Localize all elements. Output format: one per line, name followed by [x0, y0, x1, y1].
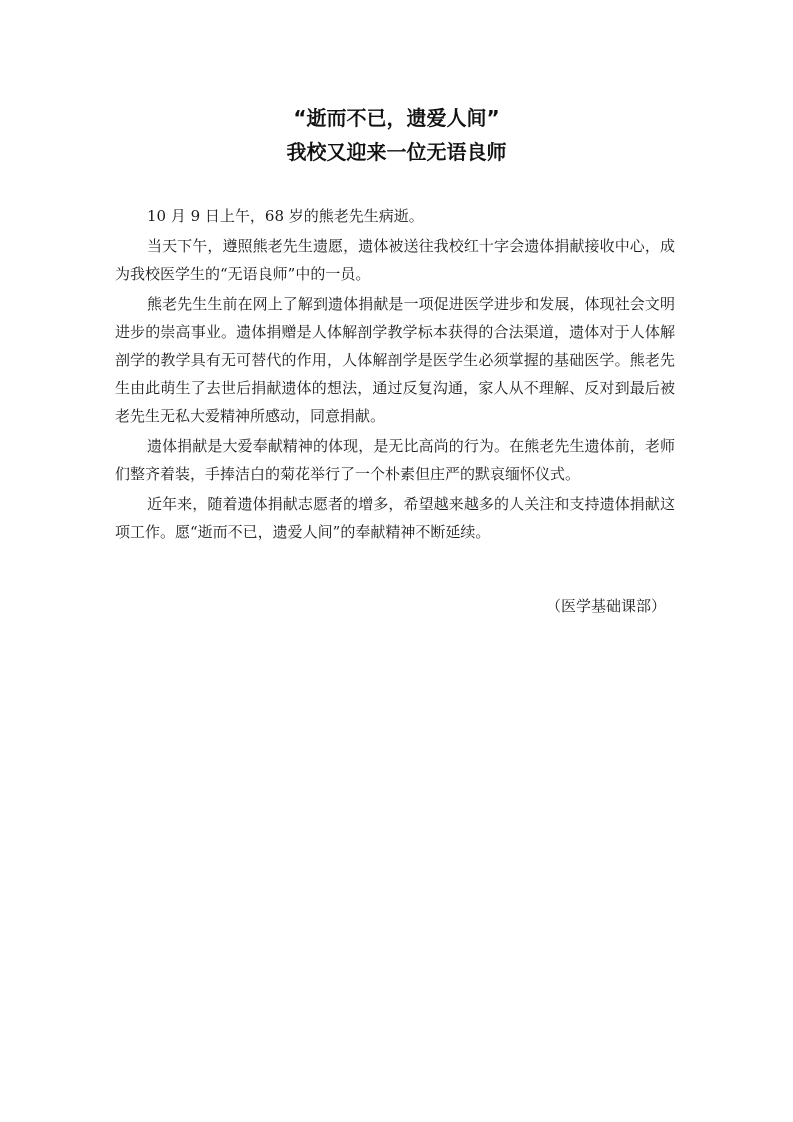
paragraph-ceremony: 遗体捐献是大爱奉献精神的体现，是无比高尚的行为。在熊老先生遗体前，老师们整齐着装，手捧洁白的菊花举行了一个朴素但庄严的默哀缅怀仪式。: [115, 437, 675, 483]
document-title: “逝而不已，遗爱人间”: [293, 106, 500, 130]
document-body: [115, 202, 675, 548]
paragraph-background: 熊老先生生前在网上了解到遗体捐献是一项促进医学进步和发展，体现社会文明进步的崇高事业。遗体捐赠是人体解剖学教学标本获得的合法渠道，遗体对于人体解剖学的教学具有无可替代的作用，人体解剖学是医学生必须掌握的基础医学。熊老先生由此萌生了去世后捐献遗体的想法，通过反复沟通，家人从不理解、反对到最后被老先生无私大爱精神所感动，同意捐献。: [115, 295, 675, 425]
paragraph-date: 10 月 9 日上午，68 岁的熊老先生病逝。: [147, 207, 424, 225]
paragraph-outlook: 近年来，随着遗体捐献志愿者的增多，希望越来越多的人关注和支持遗体捐献这项工作。愿“逝而不已，遗爱人间”的奉献精神不断延续。: [115, 495, 675, 541]
department-signature: （医学基础课部）: [545, 597, 666, 615]
paragraph-transfer: 当天下午，遵照熊老先生遗愿，遗体被送往我校红十字会遗体捐献接收中心，成为我校医学生的“无语良师”中的一员。: [115, 237, 675, 283]
document-subtitle: 我校又迎来一位无语良师: [286, 140, 507, 164]
